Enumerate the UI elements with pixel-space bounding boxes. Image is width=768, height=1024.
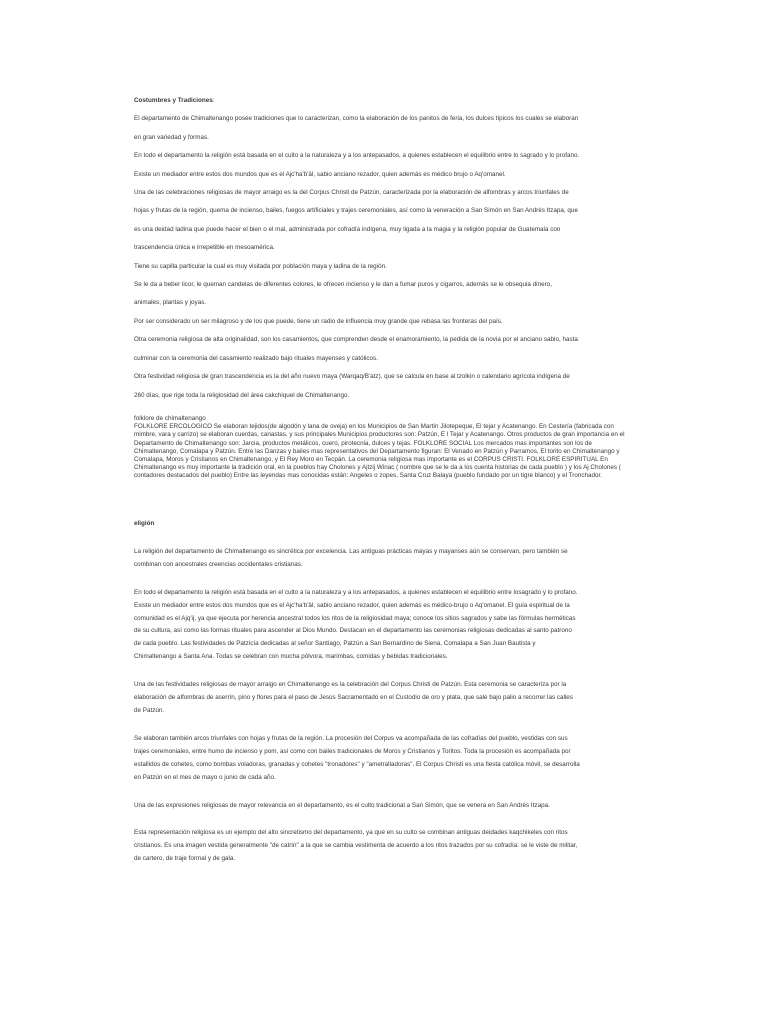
- religion-title: eligión: [134, 520, 155, 527]
- text-line: 260 días, que rige toda la religiosidad del área cakchiquel de Chimaltenango.: [134, 391, 350, 399]
- folklore-body: FOLKLORE ERCOLOGICO Se elaboran tejidos(de algodón y lana de oveja) en los Municipios de San Martín Jilotepeque, El tejar y Acatenango. En Cestería (fabricada con mimbre, vara y carrizo) se elaboran cuerdas, canastas, y sus principales Municipios productores son: Patzún, E l Tejar y Acatenango. Otros productos de gran importancia en el Departamento de Chimaltenango son: Jarcia, productos metálicos, cuero, pirotecnia, dulces y tejas. FOLKLORE SOCIAL Los mercados mas importantes son los de Chimaltenango, Comalapa y Patzún. Entre las Danzas y bailes mas representativos del Departamento figuran: El Venado en Patzún y Parramos, El torito en Chimaltenango y Comalapa, Moros y Cristianos en Chimaltenango, y El Rey Moro en Tecpán. La ceremonia religiosa mas importante es el CORPUS CRISTI. FOLKLORE ESPIRITUAL En Chimaltenango es muy importante la tradición oral, en la pueblos hay Cholones y Ajtzij Winac ( nombre que se le da a los cuenta historias de cada pueblo ) y los Aj Cholones ( contadores destacados del pueblo) Entre las leyendas mas conocidas están: Angeles o zopes, Santa Cruz Balaya (pueblo fundado por un tigre blanco) y el Tronchador.: [134, 423, 625, 480]
- text-line: animales, plantas y joyas.: [134, 299, 207, 307]
- text-line: hojas y frutas de la región, quema de incienso, bailes, fuegos artificiales y trajes ceremoniales, así como la veneración a San Simón en San Andrés Itzapa, que: [134, 207, 578, 215]
- folklore-block: [134, 415, 634, 481]
- paragraph: [134, 827, 634, 866]
- text-line: comunidad es el Ajq'ij, ya que ejecuta por herencia ancestral todos los ritos de la religiosidad maya; conoce los sitios sagrados y sabe las fórmulas herméticas: [134, 614, 576, 622]
- text-line: Esta representación religiosa es un ejemplo del alto sincretismo del departamento, ya que en su culto se combinan antiguas deidades kaqchikeles con ritos: [134, 829, 568, 837]
- text-line: cristianos. Es una imagen vestida generalmente "de catrín" a la que se cambia vestimenta de acuerdo a los ritos trazados por su cofradía: se le viste de militar,: [134, 842, 578, 850]
- text-line: Otra festividad religiosa de gran trascendencia es la del año nuevo maya (Warqaq/B'atz), que se calcula en base al tzolkin o calendario agrícola indígena de: [134, 373, 570, 381]
- text-line: Una de las festividades religiosas de mayor arraigo en Chimaltenango es la celebración del Corpus Christi de Patzún. Esta ceremonia se caracteriza por la: [134, 681, 567, 689]
- customs-heading: Costumbres y Tradiciones: [134, 97, 213, 104]
- text-line: Otra ceremonia religiosa de alta originalidad, son los casamientos, que comprenden desde el enamoramiento, la pedida de la novia por el anciano sabio, hasta: [134, 336, 578, 344]
- text-line: es una deidad ladina que puede hacer el bien o el mal, administrada por cofradía indígena, muy ligada a la magia y la religión popular de Guatemala con: [134, 225, 561, 233]
- text-line: Una de las celebraciones religiosas de mayor arraigo es la del Corpus Christi de Patzún, caracterizada por la elaboración de alfombras y arcos triunfales de: [134, 189, 569, 197]
- text-line: de cada pueblo. Las festividades de Patzicía dedicadas al señor Santiago, Patzún a San Bernardino de Siena, Comalapa a San Juan Bautista y: [134, 640, 536, 648]
- text-line: Se elaboran también arcos triunfales con hojas y frutas de la región. La procesión del Corpus va acompañada de las cofradías del pueblo, vestidas con sus: [134, 734, 568, 742]
- text-line: Existe un mediador entre estos dos mundos que es el Ajc'ha'b'äl, sabio anciano rezador, quien además es médico brujo o Aq'omanel.: [134, 170, 506, 178]
- text-line: de su cultura, así como las formas rituales para ascender al Dios Mundo. Destacan en el departamento las ceremonias religiosas dedicadas al santo patrono: [134, 627, 572, 635]
- text-line: Por ser considerado un ser milagroso y de los que puede, tiene un radio de influencia muy grande que rebasa las fronteras del país.: [134, 317, 503, 325]
- text-line: trascendencia única e irrepetible en mesoamérica.: [134, 244, 275, 252]
- paragraph: [134, 679, 634, 718]
- text-line: Tiene su capilla particular la cual es muy visitada por población maya y ladina de la región.: [134, 262, 387, 270]
- text-line: Chimaltenango a Santa Ana. Todas se celebran con mucha pólvora, marimbas, comidas y bebidas tradicionales.: [134, 653, 448, 661]
- text-line: Se le da a beber licor, le queman candelas de diferentes colores, le ofrecen incienso y le dan a fumar puros y cigarros, además se le obsequia dinero,: [134, 281, 552, 289]
- text-line: elaboración de alfombras de aserrín, pino y flores para el paso de Jesús Sacramentado en el Custodio de oro y plata, que sale bajo palio a recorrer las calles: [134, 694, 573, 702]
- paragraph: [134, 587, 634, 664]
- text-line: en Patzún en el mes de mayo o junio de cada año.: [134, 773, 276, 781]
- heading-colon: :: [212, 97, 215, 104]
- text-line: estallidos de cohetes, como bombas voladoras, granadas y cohetes "tronadores" y "ametralladoras". El Corpus Christi es una fiesta católica móvil, se desarrolla: [134, 760, 580, 768]
- text-line: En todo el departamento la religión está basada en el culto a la naturaleza y a los antepasados, a quienes establecen el equilibrio entre losagrado y lo profano.: [134, 588, 578, 596]
- paragraph: [134, 800, 634, 813]
- text-line: de Patzún.: [134, 706, 165, 714]
- text-line: El departamento de Chimaltenango posee tradiciones que lo caracterizan, como la elaboración de los panitos de feria, los dulces típicos los cuales se elaboran: [134, 115, 579, 123]
- religion-paragraphs: [134, 546, 634, 866]
- religion-section: [134, 518, 634, 866]
- customs-lines: [134, 110, 634, 405]
- text-line: culminar con la ceremonia del casamiento realizado bajo rituales mayenses y católicos.: [134, 354, 378, 362]
- folklore-title: folklore de chimaltenango: [134, 414, 206, 422]
- text-line: de cartero, de traje formal y de gala.: [134, 855, 236, 863]
- text-line: La religión del departamento de Chimaltenango es sincrética por excelencia. Las antiguas prácticas mayas y mayanses aún se conservan, pero también se: [134, 547, 568, 555]
- text-line: Una de las expresiones religiosas de mayor relevancia en el departamento, es el culto tradicional a San Simón, que se venera en San Andrés Itzapa.: [134, 801, 550, 809]
- paragraph: [134, 546, 634, 572]
- paragraph: [134, 733, 634, 785]
- text-line: Existe un mediador entre estos dos mundos que es el Ajc'ha'b'äl, sabio anciano rezador, quien además es médico-brujo o Aq'omanel. El guía espiritual de la: [134, 601, 570, 609]
- text-line: En todo el departamento la religión está basada en el culto a la naturaleza y a los antepasados, a quienes establecen el equilibrio entre lo sagrado y lo profano.: [134, 152, 580, 160]
- text-line: en gran variedad y formas.: [134, 133, 209, 141]
- text-line: trajes ceremoniales, entre humo de incienso y pom, así como con bailes tradicionales de Moros y Cristianos y Toritos. Toda la procesión es acompañada por: [134, 747, 571, 755]
- text-line: combinan con ancestrales creencias occidentales cristianas.: [134, 560, 303, 568]
- customs-section: [134, 92, 634, 481]
- section-heading-line: [134, 92, 634, 110]
